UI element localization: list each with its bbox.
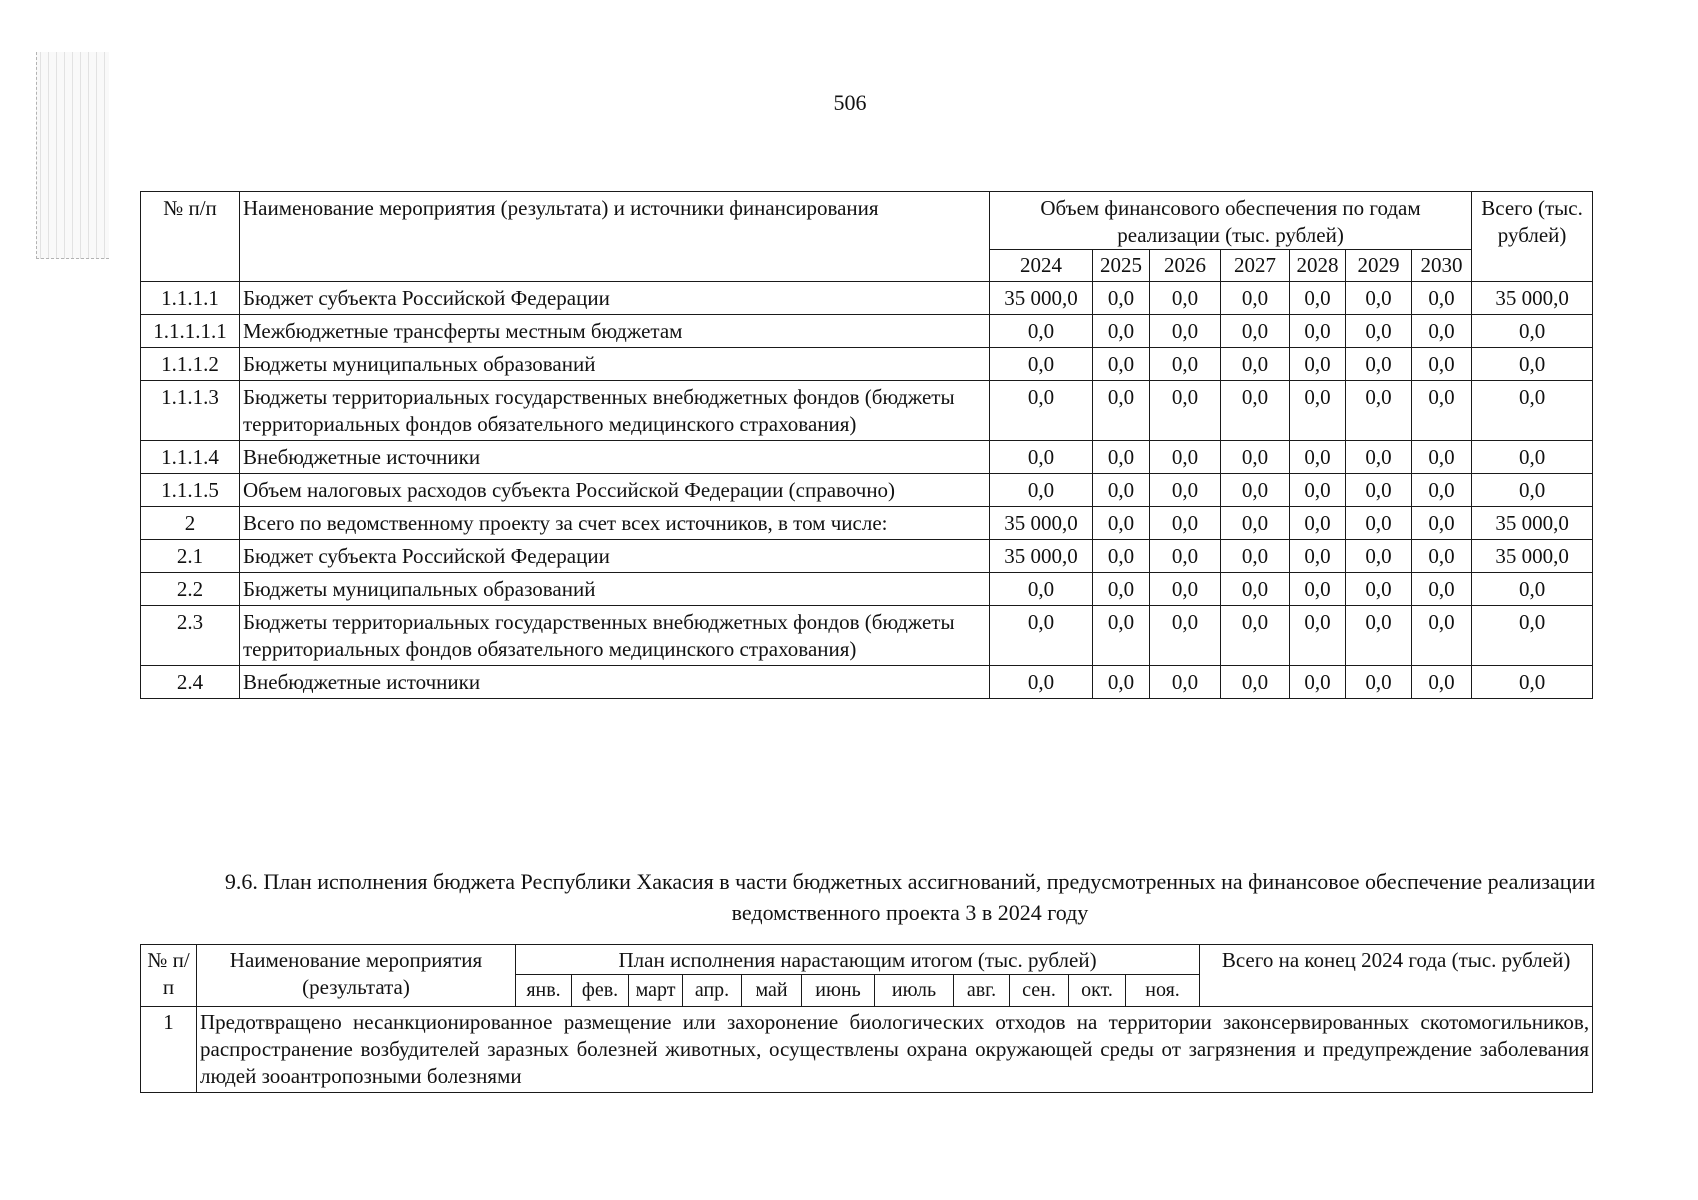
row-number: 1.1.1.2 bbox=[141, 348, 240, 381]
year-header: 2030 bbox=[1412, 250, 1472, 282]
col-header-total: Всего (тыс. рублей) bbox=[1472, 192, 1593, 282]
row-total: 0,0 bbox=[1472, 666, 1593, 699]
year-value: 0,0 bbox=[1221, 381, 1290, 441]
row-number: 2.1 bbox=[141, 540, 240, 573]
year-value: 0,0 bbox=[1093, 606, 1150, 666]
year-value: 0,0 bbox=[1093, 315, 1150, 348]
year-value: 0,0 bbox=[1290, 282, 1346, 315]
year-value: 0,0 bbox=[1412, 381, 1472, 441]
year-value: 0,0 bbox=[1150, 507, 1221, 540]
year-value: 0,0 bbox=[1346, 282, 1412, 315]
year-value: 0,0 bbox=[1290, 507, 1346, 540]
row-total: 0,0 bbox=[1472, 315, 1593, 348]
year-value: 0,0 bbox=[1290, 573, 1346, 606]
month-header: май bbox=[742, 975, 802, 1007]
year-header: 2025 bbox=[1093, 250, 1150, 282]
row-number: 2.4 bbox=[141, 666, 240, 699]
col-header-name: Наименование мероприятия (результата) bbox=[197, 945, 516, 1007]
year-value: 0,0 bbox=[1150, 441, 1221, 474]
row-total: 0,0 bbox=[1472, 606, 1593, 666]
year-value: 0,0 bbox=[1290, 348, 1346, 381]
table-row bbox=[141, 441, 1593, 474]
year-value: 0,0 bbox=[990, 474, 1093, 507]
year-value: 0,0 bbox=[1093, 507, 1150, 540]
table-row bbox=[141, 282, 1593, 315]
year-value: 0,0 bbox=[1290, 381, 1346, 441]
row-name: Объем налоговых расходов субъекта Российской Федерации (справочно) bbox=[240, 474, 990, 507]
row-total: 0,0 bbox=[1472, 441, 1593, 474]
year-header: 2027 bbox=[1221, 250, 1290, 282]
year-value: 0,0 bbox=[1412, 606, 1472, 666]
page-number: 506 bbox=[833, 90, 867, 115]
year-value: 35 000,0 bbox=[990, 540, 1093, 573]
table-row bbox=[141, 474, 1593, 507]
row-name: Внебюджетные источники bbox=[240, 441, 990, 474]
year-value: 0,0 bbox=[1290, 441, 1346, 474]
row-total: 35 000,0 bbox=[1472, 282, 1593, 315]
year-value: 0,0 bbox=[990, 606, 1093, 666]
month-header: сен. bbox=[1010, 975, 1069, 1007]
row-description: Предотвращено несанкционированное размещение или захоронение биологических отходов на территории законсервированных скотомогильников, распространение возбудителей заразных болезней животных, осуществлены охрана окружающей среды от загрязнения и предупреждение заболевания людей зооантропозными болезнями bbox=[197, 1007, 1593, 1093]
year-header: 2028 bbox=[1290, 250, 1346, 282]
year-value: 0,0 bbox=[1221, 348, 1290, 381]
year-value: 0,0 bbox=[1150, 540, 1221, 573]
year-value: 35 000,0 bbox=[990, 282, 1093, 315]
year-value: 0,0 bbox=[1412, 666, 1472, 699]
month-header: март bbox=[629, 975, 683, 1007]
row-number: 2.3 bbox=[141, 606, 240, 666]
row-name: Бюджеты муниципальных образований bbox=[240, 348, 990, 381]
year-header: 2026 bbox=[1150, 250, 1221, 282]
col-header-name: Наименование мероприятия (результата) и источники финансирования bbox=[240, 192, 990, 282]
year-value: 0,0 bbox=[1412, 282, 1472, 315]
col-header-total: Всего на конец 2024 года (тыс. рублей) bbox=[1200, 945, 1593, 1007]
year-value: 0,0 bbox=[990, 441, 1093, 474]
table-row bbox=[141, 315, 1593, 348]
row-name: Бюджет субъекта Российской Федерации bbox=[240, 540, 990, 573]
year-header: 2024 bbox=[990, 250, 1093, 282]
year-value: 0,0 bbox=[1093, 666, 1150, 699]
month-header: авг. bbox=[954, 975, 1010, 1007]
year-value: 0,0 bbox=[1412, 315, 1472, 348]
year-value: 0,0 bbox=[1093, 441, 1150, 474]
year-value: 0,0 bbox=[1221, 474, 1290, 507]
row-total: 0,0 bbox=[1472, 573, 1593, 606]
year-value: 0,0 bbox=[990, 315, 1093, 348]
year-value: 0,0 bbox=[1290, 666, 1346, 699]
year-value: 0,0 bbox=[1093, 474, 1150, 507]
table-row bbox=[141, 540, 1593, 573]
row-name: Бюджеты территориальных государственных внебюджетных фондов (бюджеты территориальных фондов обязательного медицинского страхования) bbox=[240, 381, 990, 441]
year-value: 0,0 bbox=[1346, 348, 1412, 381]
year-value: 0,0 bbox=[1221, 441, 1290, 474]
year-value: 0,0 bbox=[1093, 348, 1150, 381]
year-value: 0,0 bbox=[1412, 540, 1472, 573]
year-value: 0,0 bbox=[1150, 282, 1221, 315]
row-name: Всего по ведомственному проекту за счет всех источников, в том числе: bbox=[240, 507, 990, 540]
col-header-number: № п/п bbox=[141, 192, 240, 282]
row-name: Внебюджетные источники bbox=[240, 666, 990, 699]
year-value: 0,0 bbox=[1346, 381, 1412, 441]
year-header: 2029 bbox=[1346, 250, 1412, 282]
year-value: 0,0 bbox=[1412, 348, 1472, 381]
row-name: Бюджет субъекта Российской Федерации bbox=[240, 282, 990, 315]
row-number: 1 bbox=[141, 1007, 197, 1093]
year-value: 0,0 bbox=[1150, 606, 1221, 666]
year-value: 0,0 bbox=[1150, 474, 1221, 507]
year-value: 0,0 bbox=[1346, 474, 1412, 507]
financing-table bbox=[140, 191, 1593, 699]
col-header-plan: План исполнения нарастающим итогом (тыс. рублей) bbox=[516, 945, 1200, 975]
year-value: 0,0 bbox=[1412, 573, 1472, 606]
year-value: 0,0 bbox=[1221, 282, 1290, 315]
row-name: Бюджеты муниципальных образований bbox=[240, 573, 990, 606]
year-value: 0,0 bbox=[1221, 507, 1290, 540]
row-number: 1.1.1.4 bbox=[141, 441, 240, 474]
year-value: 0,0 bbox=[1221, 540, 1290, 573]
year-value: 0,0 bbox=[1290, 606, 1346, 666]
table-row bbox=[141, 348, 1593, 381]
year-value: 0,0 bbox=[1412, 474, 1472, 507]
year-value: 0,0 bbox=[1093, 381, 1150, 441]
year-value: 0,0 bbox=[990, 573, 1093, 606]
month-header: фев. bbox=[572, 975, 629, 1007]
archive-stamp bbox=[36, 52, 109, 259]
year-value: 0,0 bbox=[1221, 606, 1290, 666]
year-value: 0,0 bbox=[1093, 540, 1150, 573]
table-row bbox=[141, 1007, 1593, 1093]
year-value: 0,0 bbox=[1346, 315, 1412, 348]
col-header-number: № п/п bbox=[141, 945, 197, 1007]
table-row bbox=[141, 381, 1593, 441]
year-value: 0,0 bbox=[1093, 573, 1150, 606]
year-value: 0,0 bbox=[990, 381, 1093, 441]
row-number: 1.1.1.1.1 bbox=[141, 315, 240, 348]
month-header: окт. bbox=[1069, 975, 1126, 1007]
table-row bbox=[141, 507, 1593, 540]
row-number: 1.1.1.3 bbox=[141, 381, 240, 441]
year-value: 0,0 bbox=[1412, 441, 1472, 474]
budget-plan-table bbox=[140, 944, 1593, 1093]
row-total: 35 000,0 bbox=[1472, 507, 1593, 540]
year-value: 0,0 bbox=[1290, 315, 1346, 348]
table-row bbox=[141, 606, 1593, 666]
section-title: 9.6. План исполнения бюджета Республики Хакасия в части бюджетных ассигнований, предусмотренных на финансовое обеспечение реализации ведомственного проекта 3 в 2024 году bbox=[224, 869, 1596, 925]
year-value: 0,0 bbox=[1346, 507, 1412, 540]
year-value: 0,0 bbox=[1221, 666, 1290, 699]
year-value: 0,0 bbox=[990, 666, 1093, 699]
year-value: 0,0 bbox=[1346, 573, 1412, 606]
row-number: 1.1.1.5 bbox=[141, 474, 240, 507]
row-name: Бюджеты территориальных государственных внебюджетных фондов (бюджеты территориальных фондов обязательного медицинского страхования) bbox=[240, 606, 990, 666]
row-total: 35 000,0 bbox=[1472, 540, 1593, 573]
year-value: 0,0 bbox=[1346, 540, 1412, 573]
col-header-volume: Объем финансового обеспечения по годам реализации (тыс. рублей) bbox=[990, 192, 1472, 250]
year-value: 0,0 bbox=[1150, 381, 1221, 441]
row-total: 0,0 bbox=[1472, 348, 1593, 381]
month-header: янв. bbox=[516, 975, 572, 1007]
year-value: 0,0 bbox=[1221, 573, 1290, 606]
year-value: 0,0 bbox=[1150, 573, 1221, 606]
year-value: 0,0 bbox=[1346, 441, 1412, 474]
table-row bbox=[141, 666, 1593, 699]
year-value: 0,0 bbox=[1290, 474, 1346, 507]
year-value: 0,0 bbox=[1150, 348, 1221, 381]
table-row bbox=[141, 573, 1593, 606]
year-value: 0,0 bbox=[1346, 606, 1412, 666]
month-header: ноя. bbox=[1126, 975, 1200, 1007]
year-value: 35 000,0 bbox=[990, 507, 1093, 540]
month-header: апр. bbox=[683, 975, 742, 1007]
month-header: июнь bbox=[802, 975, 875, 1007]
year-value: 0,0 bbox=[1150, 666, 1221, 699]
year-value: 0,0 bbox=[1346, 666, 1412, 699]
row-total: 0,0 bbox=[1472, 381, 1593, 441]
year-value: 0,0 bbox=[1412, 507, 1472, 540]
month-header: июль bbox=[875, 975, 954, 1007]
year-value: 0,0 bbox=[1093, 282, 1150, 315]
row-number: 2.2 bbox=[141, 573, 240, 606]
row-number: 1.1.1.1 bbox=[141, 282, 240, 315]
year-value: 0,0 bbox=[1150, 315, 1221, 348]
row-number: 2 bbox=[141, 507, 240, 540]
row-total: 0,0 bbox=[1472, 474, 1593, 507]
row-name: Межбюджетные трансферты местным бюджетам bbox=[240, 315, 990, 348]
year-value: 0,0 bbox=[1221, 315, 1290, 348]
year-value: 0,0 bbox=[990, 348, 1093, 381]
year-value: 0,0 bbox=[1290, 540, 1346, 573]
